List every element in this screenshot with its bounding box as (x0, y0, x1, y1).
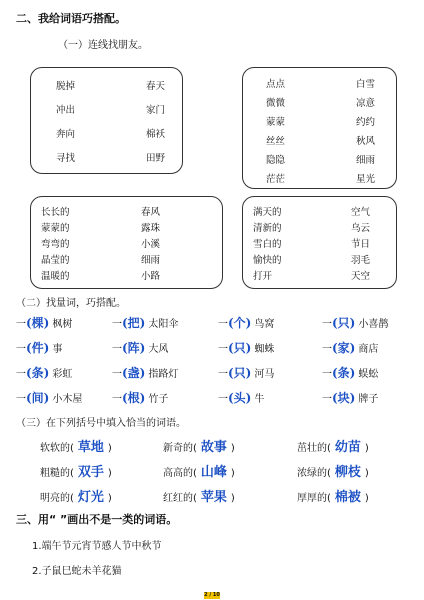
answer-blank[interactable]: 幼苗 (334, 440, 361, 455)
noun-word: 竹子 (148, 394, 169, 405)
dash-mark: 一 (218, 344, 228, 355)
answer-blank[interactable]: 故事 (200, 440, 227, 455)
adjective-word: 厚厚的 (297, 493, 327, 504)
paren-close: ) (230, 443, 235, 454)
match-word: 凉意 (356, 98, 376, 109)
dash-mark: 一 (16, 369, 26, 380)
noun-word: 彩虹 (52, 369, 73, 380)
match-word: 满天的 (253, 207, 282, 218)
noun-word: 蜘蛛 (254, 344, 275, 355)
answer-blank[interactable]: (条) (26, 366, 50, 380)
matching-box-4 (242, 196, 397, 289)
match-word: 蒙蒙 (266, 117, 286, 128)
answer-blank[interactable]: (件) (26, 341, 50, 355)
match-word: 蒙蒙的 (41, 223, 70, 234)
dash-mark: 一 (322, 319, 332, 330)
match-word: 春天 (146, 81, 166, 92)
fill-item (40, 436, 112, 455)
question-1: 1.端午节元宵节感人节中秋节 (32, 541, 162, 552)
answer-blank[interactable]: (间) (26, 391, 50, 405)
adjective-word: 明亮的 (40, 493, 70, 504)
answer-blank[interactable]: (把) (122, 316, 146, 330)
dash-mark: 一 (218, 369, 228, 380)
match-word: 弯弯的 (41, 239, 70, 250)
match-word: 温暖的 (41, 271, 70, 282)
measure-item (322, 364, 378, 381)
answer-blank[interactable]: (盏) (122, 366, 146, 380)
fill-item (40, 461, 112, 480)
match-word: 天空 (351, 271, 371, 282)
measure-item (218, 314, 274, 331)
paren-open: ( (327, 493, 331, 504)
match-word: 脱掉 (56, 81, 76, 92)
subsection-1-title: （一）连线找朋友。 (58, 40, 148, 51)
match-word: 愉快的 (253, 255, 282, 266)
match-word: 小溪 (141, 239, 161, 250)
adjective-word: 红红的 (163, 493, 193, 504)
matching-box-1 (30, 67, 183, 174)
question-2: 2.子鼠巳蛇未羊花猫 (32, 566, 122, 577)
dash-mark: 一 (16, 394, 26, 405)
fill-item (163, 461, 235, 480)
measure-item (218, 339, 274, 356)
match-word: 丝丝 (266, 136, 286, 147)
match-word: 晶莹的 (41, 255, 70, 266)
fill-item (163, 436, 235, 455)
noun-word: 事 (52, 344, 63, 355)
match-word: 露珠 (141, 223, 161, 234)
match-word: 星光 (356, 174, 376, 185)
noun-word: 牛 (254, 394, 265, 405)
subsection-2-title: （二）找量词，巧搭配。 (16, 298, 126, 309)
paren-close: ) (107, 468, 112, 479)
answer-blank[interactable]: (条) (332, 366, 356, 380)
answer-blank[interactable]: 灯光 (77, 490, 104, 505)
answer-blank[interactable]: (阵) (122, 341, 146, 355)
measure-item (218, 389, 264, 406)
measure-item (16, 364, 72, 381)
fill-item (297, 486, 369, 505)
fill-item (297, 461, 369, 480)
noun-word: 太阳伞 (148, 319, 179, 330)
dash-mark: 一 (112, 344, 122, 355)
paren-open: ( (70, 443, 74, 454)
measure-item (322, 314, 388, 331)
section3-title: 三、用“ ”画出不是一类的词语。 (16, 513, 178, 526)
noun-word: 河马 (254, 369, 275, 380)
match-word: 白雪 (356, 79, 376, 90)
paren-close: ) (107, 493, 112, 504)
paren-open: ( (70, 468, 74, 479)
match-word: 春风 (141, 207, 161, 218)
answer-blank[interactable]: (家) (332, 341, 356, 355)
match-word: 茫茫 (266, 174, 286, 185)
adjective-word: 高高的 (163, 468, 193, 479)
subsection-3-title: （三）在下列括号中填入恰当的词语。 (16, 418, 186, 429)
match-word: 棉袄 (146, 129, 166, 140)
paren-close: ) (230, 468, 235, 479)
match-word: 羽毛 (351, 255, 371, 266)
noun-word: 牌子 (358, 394, 379, 405)
measure-item (16, 389, 82, 406)
paren-close: ) (107, 443, 112, 454)
answer-blank[interactable]: 棉被 (334, 490, 361, 505)
dash-mark: 一 (322, 394, 332, 405)
fill-item (297, 436, 369, 455)
match-word: 节日 (351, 239, 371, 250)
noun-word: 指路灯 (148, 369, 179, 380)
answer-blank[interactable]: 双手 (77, 465, 104, 480)
match-word: 微微 (266, 98, 286, 109)
match-word: 点点 (266, 79, 286, 90)
match-word: 清新的 (253, 223, 282, 234)
answer-blank[interactable]: (棵) (26, 316, 50, 330)
dash-mark: 一 (322, 369, 332, 380)
fill-item (40, 486, 112, 505)
answer-blank[interactable]: 柳枝 (334, 465, 361, 480)
answer-blank[interactable]: (只) (228, 341, 252, 355)
paren-open: ( (193, 493, 197, 504)
match-word: 小路 (141, 271, 161, 282)
dash-mark: 一 (218, 319, 228, 330)
noun-word: 大风 (148, 344, 169, 355)
adjective-word: 浓绿的 (297, 468, 327, 479)
paren-open: ( (327, 443, 331, 454)
match-word: 细雨 (356, 155, 376, 166)
adjective-word: 软软的 (40, 443, 70, 454)
measure-item (322, 389, 378, 406)
measure-item (112, 389, 168, 406)
match-word: 家门 (146, 105, 166, 116)
adjective-word: 茁壮的 (297, 443, 327, 454)
paren-open: ( (327, 468, 331, 479)
match-word: 长长的 (41, 207, 70, 218)
answer-blank[interactable]: (块) (332, 391, 356, 405)
answer-blank[interactable]: (只) (228, 366, 252, 380)
paren-open: ( (70, 493, 74, 504)
match-word: 寻找 (56, 153, 76, 164)
paren-close: ) (364, 493, 369, 504)
noun-word: 小木屋 (52, 394, 83, 405)
section2-title: 二、我给词语巧搭配。 (16, 12, 126, 25)
measure-item (16, 314, 72, 331)
match-word: 田野 (146, 153, 166, 164)
answer-blank[interactable]: (个) (228, 316, 252, 330)
dash-mark: 一 (112, 369, 122, 380)
dash-mark: 一 (322, 344, 332, 355)
answer-blank[interactable]: (根) (122, 391, 146, 405)
noun-word: 枫树 (52, 319, 73, 330)
measure-item (112, 364, 178, 381)
paren-close: ) (364, 443, 369, 454)
answer-blank[interactable]: 草地 (77, 440, 104, 455)
adjective-word: 粗糙的 (40, 468, 70, 479)
match-word: 约约 (356, 117, 376, 128)
noun-word: 蜈蚣 (358, 369, 379, 380)
match-word: 秋风 (356, 136, 376, 147)
paren-close: ) (364, 468, 369, 479)
page-number: 2 / 10 (204, 592, 220, 598)
paren-open: ( (193, 468, 197, 479)
matching-box-2 (242, 67, 397, 189)
answer-blank[interactable]: (只) (332, 316, 356, 330)
noun-word: 鸟窝 (254, 319, 275, 330)
match-word: 隐隐 (266, 155, 286, 166)
paren-close: ) (230, 493, 235, 504)
measure-item (218, 364, 274, 381)
measure-item (322, 339, 378, 356)
adjective-word: 新奇的 (163, 443, 193, 454)
answer-blank[interactable]: (头) (228, 391, 252, 405)
fill-item (163, 486, 235, 505)
match-word: 冲出 (56, 105, 76, 116)
measure-item (16, 339, 62, 356)
match-word: 奔向 (56, 129, 76, 140)
match-word: 雪白的 (253, 239, 282, 250)
dash-mark: 一 (16, 344, 26, 355)
match-word: 打开 (253, 271, 273, 282)
match-word: 乌云 (351, 223, 371, 234)
noun-word: 小喜鹊 (358, 319, 389, 330)
dash-mark: 一 (218, 394, 228, 405)
matching-box-3 (30, 196, 223, 289)
paren-open: ( (193, 443, 197, 454)
measure-item (112, 339, 168, 356)
measure-item (112, 314, 178, 331)
match-word: 空气 (351, 207, 371, 218)
answer-blank[interactable]: 苹果 (200, 490, 227, 505)
dash-mark: 一 (112, 319, 122, 330)
noun-word: 商店 (358, 344, 379, 355)
match-word: 细雨 (141, 255, 161, 266)
dash-mark: 一 (16, 319, 26, 330)
dash-mark: 一 (112, 394, 122, 405)
answer-blank[interactable]: 山峰 (200, 465, 227, 480)
